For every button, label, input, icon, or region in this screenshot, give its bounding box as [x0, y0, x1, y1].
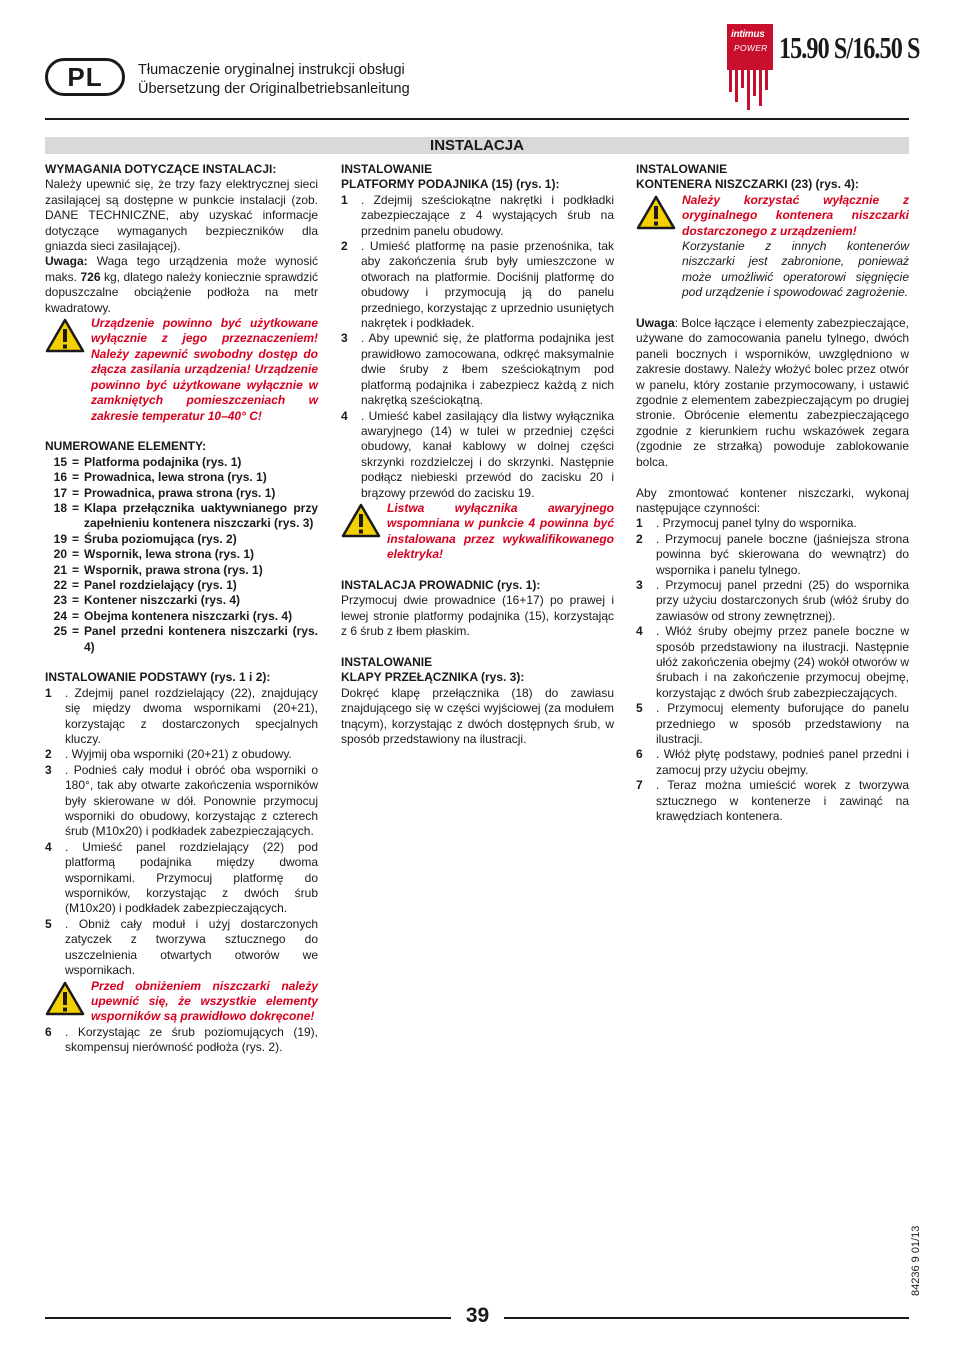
logo-shreds-graphic: [727, 70, 773, 110]
warning-text: Przed obniżeniem niszczarki należy upewnić się, że wszystkie elementy wsporników są prawidłowo dokręcone!: [91, 978, 318, 1024]
element-number: 24: [53, 608, 67, 623]
header-title-german: Übersetzung der Originalbetriebsanleitung: [138, 81, 410, 97]
logo-badge: [727, 24, 773, 70]
header-title-polish: Tłumaczenie oryginalnej instrukcji obsługi: [138, 62, 405, 78]
step-number: 4: [341, 408, 348, 423]
list-item: [636, 578, 909, 624]
container-heading-line2: KONTENERA NISZCZARKI (23) (rys. 4):: [636, 177, 859, 192]
step-number: 3: [341, 331, 348, 346]
step-text: . Zdejmij sześciokątne nakrętki i podkładki zabezpieczające z 4 wystających śrub na przednim panelu obudowy.: [361, 192, 614, 238]
warning-text: Należy korzystać wyłącznie z oryginalnego kontenera niszczarki dostarczonego z urządzeniem!: [682, 192, 909, 238]
element-label: Prowadnica, prawa strona (rys. 1): [84, 485, 276, 500]
element-row: [45, 532, 318, 547]
warning-block: [45, 979, 318, 1025]
warning-explanation: Korzystanie z innych kontenerów niszczarki jest zabronione, ponieważ może umożliwić operatorowi sięgnięcie pod urządzenie i spowodować zagrożenie.: [682, 239, 909, 300]
column-right: [636, 162, 909, 824]
element-label: Panel przedni kontenera niszczarki (rys. 4): [84, 624, 318, 654]
element-row: [45, 624, 318, 655]
element-label: Wspornik, lewa strona (rys. 1): [84, 547, 255, 562]
list-item: [636, 778, 909, 824]
element-number: 23: [53, 593, 67, 608]
column-middle: [341, 162, 614, 747]
element-row: [45, 609, 318, 624]
warning-text: Listwa wyłącznika awaryjnego wspomniana w punkcie 4 powinna być instalowana przez wykwalifikowanego elektryka!: [387, 500, 614, 562]
footer-divider-left: [45, 1317, 451, 1319]
guides-text: Przymocuj dwie prowadnice (16+17) po prawej i lewej stronie platformy podajnika (15), korzystając z 6 śrub z łbem płaskim.: [341, 593, 614, 639]
bolts-note: [636, 316, 909, 470]
element-row: [45, 578, 318, 593]
list-item: [45, 1025, 318, 1056]
base-heading: INSTALOWANIE PODSTAWY (rys. 1 i 2):: [45, 670, 271, 685]
step-number: 6: [636, 747, 643, 762]
list-item: [45, 747, 318, 762]
element-equals: =: [71, 608, 79, 623]
list-item: [341, 239, 614, 331]
elements-heading: NUMEROWANE ELEMENTY:: [45, 439, 207, 454]
element-row: [45, 563, 318, 578]
step-text: . Przymocuj panel tylny do wspornika.: [656, 516, 857, 531]
weight-note: [45, 254, 318, 316]
flap-heading-line2: KLAPY PRZEŁĄCZNIKA (rys. 3):: [341, 670, 525, 685]
element-number: 17: [53, 485, 67, 500]
feed-steps-list: [341, 193, 614, 501]
element-label: Panel rozdzielający (rys. 1): [84, 577, 237, 592]
step-number: 2: [341, 239, 348, 254]
element-label: Śruba poziomująca (rys. 2): [84, 531, 237, 546]
element-number: 15: [53, 454, 67, 469]
step-text: . Umieść panel rozdzielający (22) pod platformą podajnika między dwoma wspornikami. Przymocuj platformę do wsporników, korzystając z dwóch śrub (M10x20) i podkładek zabezpieczających.: [65, 839, 318, 916]
step-text: . Korzystając ze śrub poziomujących (19), skompensuj nierówność podłoża (rys. 2).: [65, 1024, 318, 1055]
page-number: 39: [465, 1304, 490, 1327]
step-number: 5: [636, 701, 643, 716]
element-row: [45, 470, 318, 485]
step-text: . Teraz można umieścić worek z tworzywa sztucznego w kontenerze i zawinąć na krawędziach kontenera.: [656, 778, 909, 824]
step-number: 1: [45, 685, 52, 700]
footer-divider-right: [504, 1317, 909, 1319]
warning-block: [341, 501, 614, 563]
element-row: [45, 455, 318, 470]
element-number: 16: [53, 470, 67, 485]
element-row: [45, 547, 318, 562]
flap-heading-line1: INSTALOWANIE: [341, 654, 433, 669]
assembly-intro: Aby zmontować kontener niszczarki, wykonaj następujące czynności:: [636, 485, 909, 515]
step-text: . Przymocuj panel przedni (25) do wspornika przy użyciu dostarczonych śrub (włóż śruby do zawiasów od strony zewnętrznej).: [656, 577, 909, 623]
element-equals: =: [71, 624, 79, 639]
requirements-text: Należy upewnić się, że trzy fazy elektrycznej sieci zasilającej są dostępne w punkcie instalacji (zob. DANE TECHNICZNE, aby uzyskać informacje dotyczące wymaganych bezpieczników dla gniazda sieci zasilającej).: [45, 177, 318, 254]
step-number: 1: [341, 192, 348, 207]
element-equals: =: [71, 500, 79, 515]
logo-sub-text: POWER: [734, 43, 768, 53]
elements-list: [45, 455, 318, 655]
step-number: 5: [45, 916, 52, 931]
element-equals: =: [71, 593, 79, 608]
list-item: [636, 532, 909, 578]
element-label: Wspornik, prawa strona (rys. 1): [84, 562, 263, 577]
warning-block: [45, 316, 318, 424]
list-item: [45, 763, 318, 840]
model-title: 15.90 S/16.50 S: [779, 30, 920, 65]
list-item: [636, 516, 909, 531]
element-equals: =: [71, 485, 79, 500]
brand-logo: [727, 24, 773, 110]
element-equals: =: [71, 470, 79, 485]
feed-heading-line1: INSTALOWANIE: [341, 162, 433, 176]
note-text: : Bolce łączące i elementy zabezpieczające, używane do zamocowania panelu tylnego, dwóch paneli bocznych i wsporników, uwzględniono w zakresie dostawy. Należy włożyć bolec przez otwór w panelu, który zostanie przymocowany, i ustawić zgodnie z elementem zabezpieczającym po drugiej stronie. Obrócenie elementu zabezpieczającego zgodnie z kierunkiem ruchu wskazówek zegara (zgodnie ze strzałką) powoduje zablokowanie bolca.: [636, 316, 909, 469]
step-text: . Przymocuj panele boczne (jaśniejsza strona powinna być skierowana do wewnątrz) do wspornika i panelu tylnego.: [656, 531, 909, 577]
element-row: [45, 486, 318, 501]
step-text: . Umieść platformę na pasie przenośnika, tak aby zakończenia śrub były umieszczone w otworach na platformie. Dociśnij platformę do obudowy i przymocują ją do panelu przedniego, korzystając z uprzednio usuniętych nakrętek i podkładek.: [361, 239, 614, 331]
step-text: . Zdejmij panel rozdzielający (22), znajdujący się między dwoma wspornikami (20+21), korzystając z dostarczonych specjalnych kluczy.: [65, 685, 318, 746]
list-item: [341, 193, 614, 239]
flap-text: Dokręć klapę przełącznika (18) do zawiasu znajdującego się w części wyjściowej (za modułem tnącym), korzystając z dwóch dostępnych śrub, w sposób przedstawiony na ilustracji.: [341, 685, 614, 746]
page-header: [0, 0, 954, 120]
header-titles: [138, 61, 410, 99]
element-equals: =: [71, 531, 79, 546]
header-divider: [45, 118, 909, 120]
element-label: Kontener niszczarki (rys. 4): [84, 593, 241, 608]
warning-content: [682, 193, 909, 301]
warning-icon: [45, 979, 91, 1025]
warning-icon: [45, 316, 91, 424]
language-badge: PL: [45, 58, 125, 96]
element-number: 19: [53, 531, 67, 546]
list-item: [45, 686, 318, 748]
list-item: [636, 624, 909, 701]
element-equals: =: [71, 547, 79, 562]
container-heading-line1: INSTALOWANIE: [636, 162, 728, 176]
step-number: 6: [45, 1024, 52, 1039]
element-label: Obejma kontenera niszczarki (rys. 4): [84, 608, 293, 623]
guides-heading: INSTALACJA PROWADNIC (rys. 1):: [341, 577, 541, 592]
element-equals: =: [71, 577, 79, 592]
warning-block: [636, 193, 909, 301]
step-text: . Włóż śruby obejmy przez panele boczne w sposób przedstawiony na ilustracji. Następnie ułóż zakończenia obejmy (24) wokół otworów w śrubach i na zakończenie przymocuj obejmę, korzystając z dwóch śrub zabezpieczających.: [656, 624, 909, 700]
logo-brand-text: intimus: [731, 29, 765, 40]
step-text: . Umieść kabel zasilający dla listwy wyłącznika awaryjnego (14) w tulei w przedniej części obudowy, kanał kablowy w dolnej części skrzynki rozdzielczej i do skrzynki. Następnie podłącz niebieski przewód do zacisku 20 i brązowy przewód do zacisku 19.: [361, 408, 614, 500]
column-left: [45, 162, 318, 1056]
element-number: 25: [53, 624, 67, 639]
element-row: [45, 501, 318, 532]
step-number: 1: [636, 516, 643, 531]
step-text: . Wyjmij oba wsporniki (20+21) z obudowy.: [65, 747, 292, 762]
list-item: [45, 917, 318, 979]
element-row: [45, 593, 318, 608]
list-item: [341, 409, 614, 501]
note-weight: 726: [80, 269, 101, 284]
note-label: Uwaga: [636, 316, 675, 331]
note-text-a: Waga tego urządzenia może wynosić maks.: [45, 254, 318, 284]
step-number: 7: [636, 778, 643, 793]
element-label: Platforma podajnika (rys. 1): [84, 454, 242, 469]
warning-icon: [636, 193, 682, 301]
warning-text: Urządzenie powinno być użytkowane wyłącznie z jego przeznaczeniem! Należy zapewnić swobodny dostęp do złącza zasilania urządzenia! Urządzenie powinno być użytkowane wyłącznie w zamkniętych pomieszczeniach w zakresie temperatur 10–40° C!: [91, 316, 318, 423]
step-number: 4: [636, 624, 643, 639]
list-item: [636, 701, 909, 747]
base-steps-list: [45, 686, 318, 979]
element-equals: =: [71, 454, 79, 469]
element-number: 18: [53, 500, 67, 515]
step-text: . Przymocuj elementy buforujące do panelu przedniego w sposób przedstawiony na ilustracji.: [656, 701, 909, 746]
element-number: 22: [53, 577, 67, 592]
list-item: [45, 840, 318, 917]
container-steps-list: [636, 516, 909, 824]
step-number: 4: [45, 839, 52, 854]
step-text: . Podnieś cały moduł i obróć oba wsporniki o 180°, tak aby otwarte zakończenia wsporników były skierowane w dół. Ponownie przymocuj wsporniki do obudowy, korzystając z czterech śrub (M10x20) i podkładek zabezpieczających.: [65, 762, 318, 839]
step-text: . Włóż płytę podstawy, podnieś panel przedni i zamocuj przy użyciu obejmy.: [656, 747, 909, 777]
note-label: Uwaga:: [45, 254, 88, 269]
warning-icon: [341, 501, 387, 563]
step-text: . Aby upewnić się, że platforma podajnika jest prawidłowo zamocowana, odkręć maksymalnie dwie śruby z łbem sześciokątnym pod platformą podajnika i zabezpiecz każdą z nich nakrętką sześciokątną.: [361, 331, 614, 408]
step-number: 3: [45, 762, 52, 777]
feed-heading-line2: PLATFORMY PODAJNIKA (15) (rys. 1):: [341, 177, 560, 192]
element-equals: =: [71, 562, 79, 577]
element-label: Prowadnica, lewa strona (rys. 1): [84, 470, 267, 485]
document-code: 84236 9 01/13: [910, 1225, 922, 1296]
list-item: [636, 747, 909, 778]
list-item: [341, 331, 614, 408]
element-number: 21: [53, 562, 67, 577]
step-text: . Obniż cały moduł i użyj dostarczonych zatyczek z tworzywa sztucznego do uszczelnienia otwartych otworów we wspornikach.: [65, 916, 318, 978]
element-number: 20: [53, 547, 67, 562]
element-label: Klapa przełącznika uaktywnianego przy zapełnieniu kontenera niszczarki (rys. 3): [84, 500, 318, 531]
requirements-heading: WYMAGANIA DOTYCZĄCE INSTALACJI:: [45, 162, 277, 176]
note-text-b: kg, dlatego należy koniecznie sprawdzić dopuszczalne obciążenie podłoża na metr kwadratowy.: [45, 269, 318, 315]
step-number: 2: [45, 747, 52, 762]
step-number: 3: [636, 577, 643, 592]
section-title: INSTALACJA: [45, 137, 909, 154]
step-number: 2: [636, 531, 643, 546]
